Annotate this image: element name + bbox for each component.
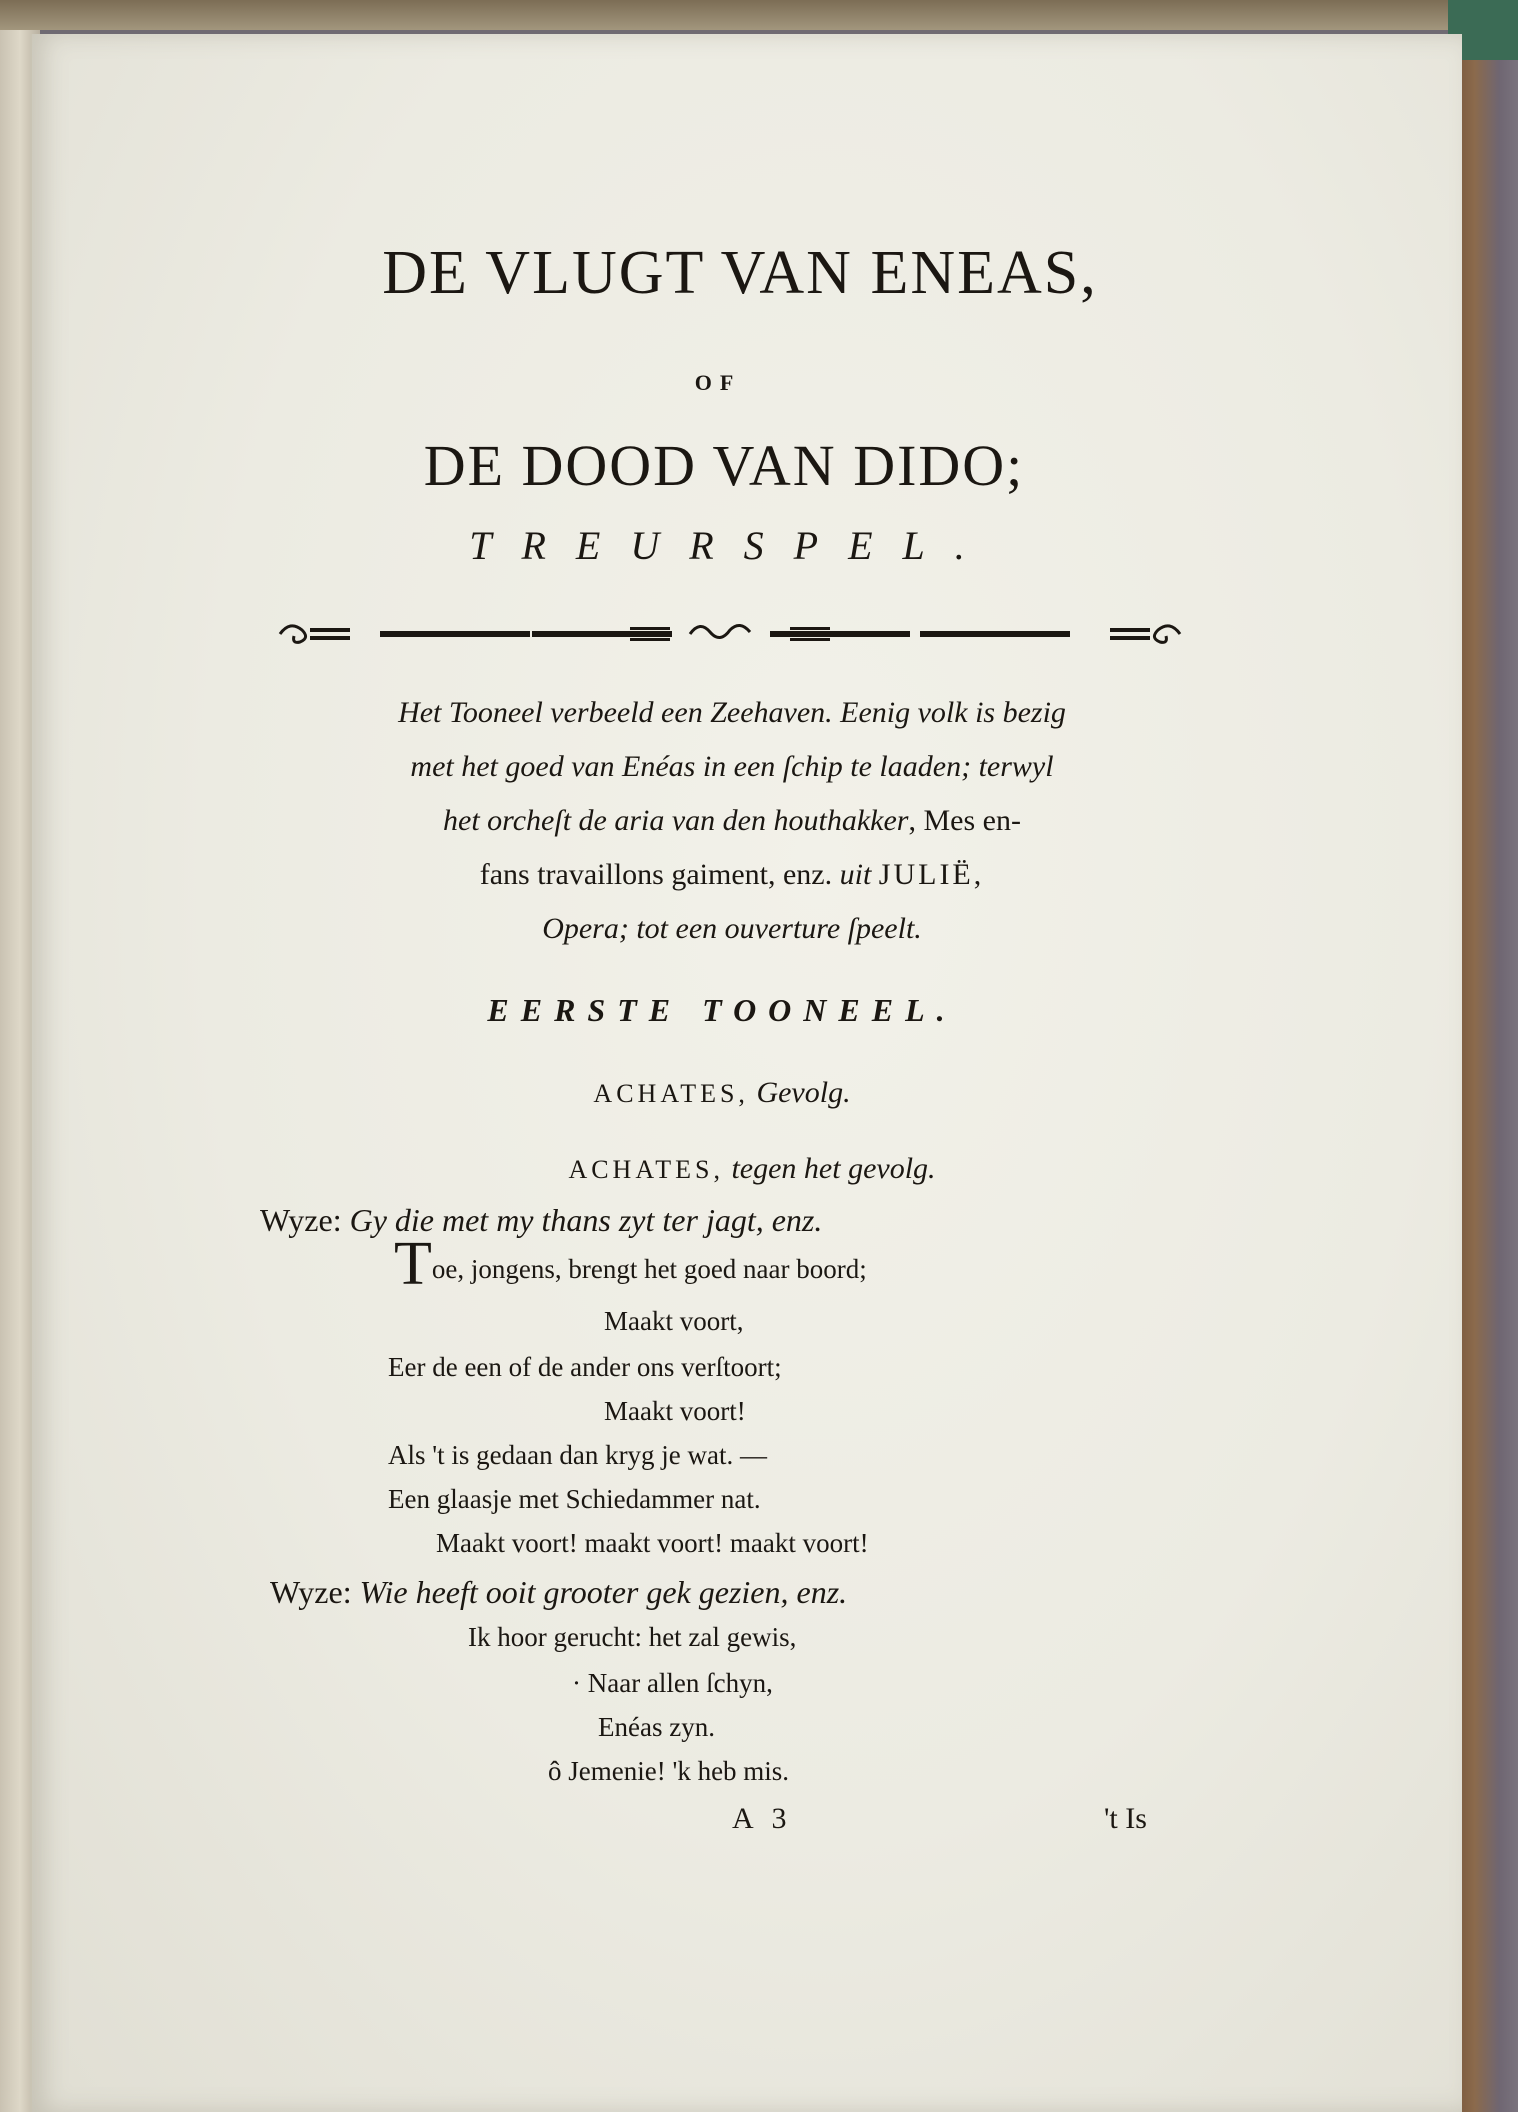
verse-line: Maakt voort! [604, 1396, 746, 1426]
tune-text: Wie heeft ooit grooter gek gezien, enz. [359, 1574, 848, 1610]
verse-line: Maakt voort! maakt voort! maakt voort! [436, 1528, 869, 1558]
verse-line: Eer de een of de ander ons verſtoort; [388, 1352, 782, 1382]
verse-line: Ik hoor gerucht: het zal gewis, [468, 1622, 797, 1652]
speaker-heading [452, 1152, 1052, 1186]
tune-text: Gy die met my thans zyt ter jagt, enz. [349, 1202, 823, 1238]
opera-name: JULIË, [878, 858, 985, 891]
stage-direction-line: met het goed van Enéas in een ſchip te laaden; terwyl [410, 750, 1054, 783]
stage-direction-line [272, 806, 1192, 836]
scene-heading: EERSTE TOONEEL. [487, 992, 957, 1028]
tune-label: Wyze: [270, 1574, 360, 1610]
signature-mark: A 3 [732, 1802, 793, 1835]
tune-indication [270, 1574, 847, 1611]
drop-cap: T [394, 1230, 432, 1298]
verse-line: Enéas zyn. [598, 1712, 715, 1742]
verse-line: · Naar allen ſchyn, [572, 1668, 773, 1698]
book-top-edge [0, 0, 1518, 30]
verse-text: oe, jongens, brengt het goed naar boord; [431, 1254, 867, 1284]
verse-line: Maakt voort, [604, 1306, 744, 1336]
stage-direction-italic: uit [832, 858, 879, 891]
catchword: 't Is [1104, 1802, 1147, 1835]
stage-direction-line: Opera; tot een ouverture ſpeelt. [542, 912, 922, 945]
ornamental-rule [270, 612, 1190, 656]
stage-direction-line: Het Tooneel verbeeld een Zeehaven. Eenig volk is bezig [398, 696, 1066, 729]
stage-direction-italic: het orcheſt de aria van den houthakker [443, 804, 909, 837]
book-cover-edge [1456, 0, 1518, 2112]
page-subtitle: DE DOOD VAN DIDO; [423, 433, 1025, 498]
verse-line: Als 't is gedaan dan kryg je wat. — [388, 1440, 768, 1470]
character-name: ACHATES, [593, 1079, 749, 1108]
page-title: DE VLUGT VAN ENEAS, [382, 239, 1098, 307]
cast-rest: Gevolg. [748, 1076, 851, 1109]
tune-indication [260, 1202, 822, 1239]
speaker-direction: tegen het gevolg. [723, 1152, 936, 1185]
stage-direction-roman: , Mes en- [908, 804, 1021, 837]
character-name: ACHATES, [568, 1155, 724, 1184]
stage-direction-roman: fans travaillons gaiment, enz. [479, 858, 833, 891]
cast-list [432, 1076, 1012, 1110]
verse-line [394, 1230, 867, 1298]
verse-line: ô Jemenie! 'k heb mis. [548, 1756, 790, 1786]
genre-label: TREURSPEL. [469, 523, 995, 568]
book-page [30, 34, 1462, 2112]
title-connector: OF [694, 370, 742, 395]
tune-label: Wyze: [260, 1202, 350, 1238]
verse-line: Een glaasje met Schiedammer nat. [388, 1484, 761, 1514]
stage-direction-line [272, 860, 1192, 890]
